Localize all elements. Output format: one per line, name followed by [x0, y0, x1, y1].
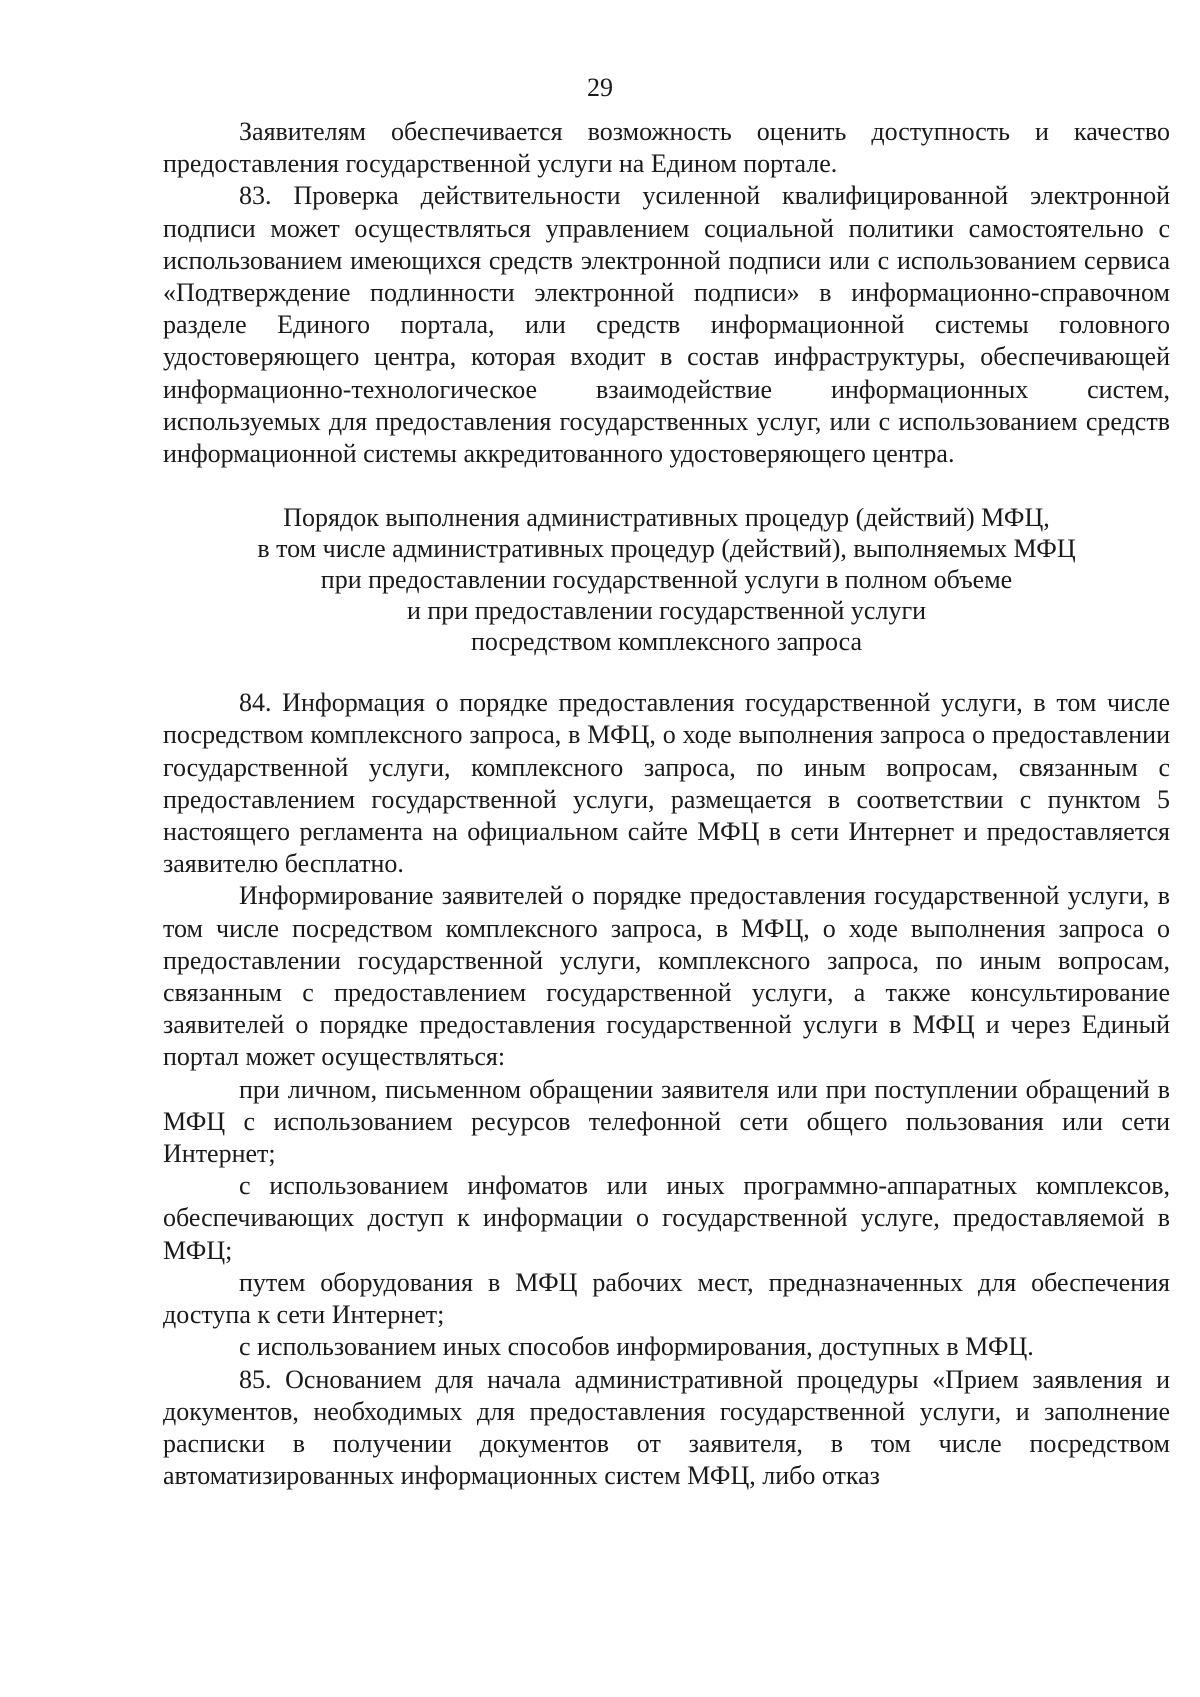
page-number: 29: [587, 73, 613, 102]
list-item-infomats: с использованием инфоматов или иных программно-аппаратных комплексов, обеспечивающих доступ к информации о государственной услуге, предоставляемой в МФЦ;: [163, 1171, 1170, 1265]
paragraph-84-information: 84. Информация о порядке предоставления государственной услуги, в том числе посредством комплексного запроса, в МФЦ, о ходе выполнения запроса о предоставлении государственной услуги, комплексного запроса, по иным вопросам, связанным с предоставлением государственной услуги, размещается в соответствии с пунктом 5 настоящего регламента на официальном сайте МФЦ в сети Интернет и предоставляется заявителю бесплатно.: [163, 688, 1170, 879]
heading-line: в том числе административных процедур (действий), выполняемых МФЦ: [257, 534, 1076, 564]
list-item-workplaces: путем оборудования в МФЦ рабочих мест, предназначенных для обеспечения доступа к сети Интернет;: [163, 1267, 1170, 1330]
document-body: [163, 116, 1170, 1492]
paragraph-85-grounds: 85. Основанием для начала административной процедуры «Прием заявления и документов, необходимых для предоставления государственной услуги, и заполнение расписки в получении документов от заявителя, в том числе посредством автоматизированных информационных систем МФЦ, либо отказ: [163, 1364, 1170, 1491]
list-item-personal-appeal: при личном, письменном обращении заявителя или при поступлении обращений в МФЦ с использованием ресурсов телефонной сети общего пользования или сети Интернет;: [163, 1074, 1170, 1169]
heading-line: посредством комплексного запроса: [470, 627, 863, 657]
heading-line: при предоставлении государственной услуги в полном объеме: [320, 565, 1013, 595]
paragraph-informing-applicants: Информирование заявителей о порядке предоставления государственной услуги, в том числе посредством комплексного запроса, в МФЦ, о ходе выполнения запроса о предоставлении государственной услуги, комплексного запроса, по иным вопросам, связанным с предоставлением государственной услуги, а также консультирование заявителей о порядке предоставления государственной услуги в МФЦ и через Единый портал может осуществляться:: [163, 881, 1170, 1072]
heading-line: Порядок выполнения административных процедур (действий) МФЦ,: [283, 503, 1050, 533]
heading-line: и при предоставлении государственной услуги: [406, 596, 927, 626]
paragraph-83-signature-check: 83. Проверка действительности усиленной квалифицированной электронной подписи может осуществляться управлением социальной политики самостоятельно с использованием имеющихся средств электронной подписи или с использованием сервиса «Подтверждение подлинности электронной подписи» в информационно-справочном разделе Единого портала, или средств информационной системы головного удостоверяющего центра, которая входит в состав инфраструктуры, обеспечивающей информационно-технологическое взаимодействие информационных систем, используемых для предоставления государственных услуг, или с использованием средств информационной системы аккредитованного удостоверяющего центра.: [163, 181, 1170, 469]
list-item-other-methods: с использованием иных способов информирования, доступных в МФЦ.: [239, 1332, 1034, 1362]
paragraph-portal-rating: Заявителям обеспечивается возможность оценить доступность и качество предоставления государственной услуги на Едином портале.: [163, 117, 1170, 179]
section-heading: [163, 502, 1170, 657]
